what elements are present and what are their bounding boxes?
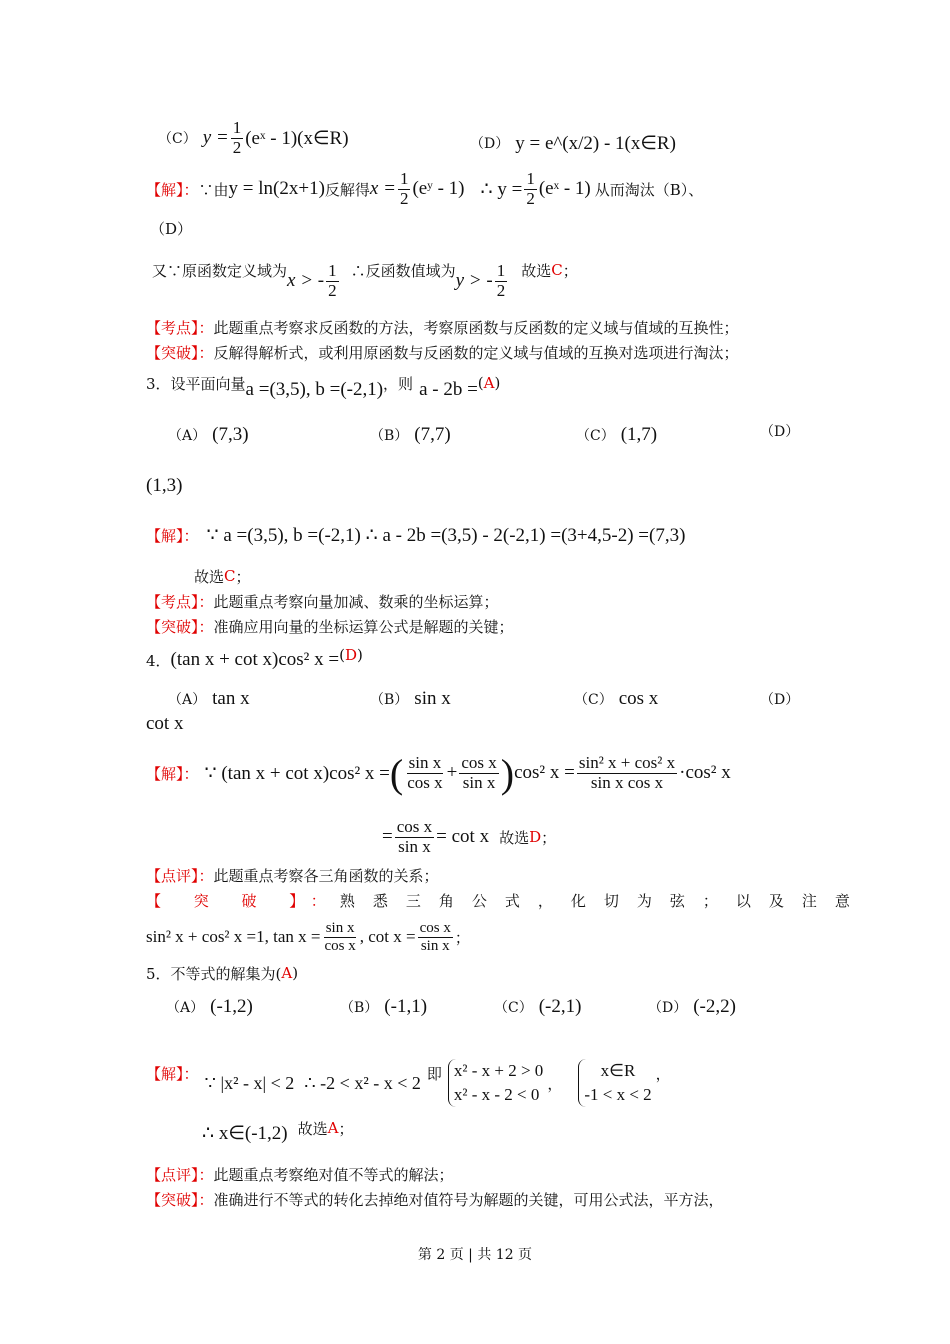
text: cos x xyxy=(618,688,659,709)
math: a =(3,5), b =(-2,1) xyxy=(245,379,384,400)
text: 准确应用向量的坐标运算公式是解题的关键； xyxy=(213,617,514,636)
text: 1 xyxy=(399,168,409,188)
q5-solution-line2 xyxy=(202,1118,354,1148)
q3-option-d xyxy=(760,416,805,446)
text: （A） xyxy=(168,428,207,444)
text: ∴ -2 < x² - x < 2 xyxy=(304,1072,421,1093)
text: ； xyxy=(541,828,557,847)
text: sin x xyxy=(420,937,450,954)
text: sin x cos x xyxy=(590,772,664,792)
q3-option-d-value xyxy=(146,471,182,501)
text: 1 xyxy=(496,260,506,280)
page-footer: 第 2 页 | 共 12 页 xyxy=(417,1247,533,1263)
math: y > - xyxy=(455,270,493,291)
tag: 【考点】： xyxy=(146,318,214,337)
text: (7,3) xyxy=(212,424,249,445)
math: x = xyxy=(369,178,396,199)
text: ∴ x∈(-1,2) xyxy=(202,1122,288,1144)
text: 2 xyxy=(232,137,242,157)
text: ，则 xyxy=(383,374,414,393)
text: cos x xyxy=(324,937,356,954)
text: 1 xyxy=(328,260,337,280)
text: cos x xyxy=(407,772,443,792)
text: D xyxy=(344,646,357,664)
text: ； xyxy=(454,928,470,947)
fraction xyxy=(231,119,244,157)
q4-tupo-formula xyxy=(146,922,470,952)
text: 【解】： xyxy=(146,1064,199,1083)
text: （B） xyxy=(370,428,409,444)
text: 从而淘汰（B）、 xyxy=(594,180,704,199)
text: ， xyxy=(547,1074,563,1093)
option-label: （C） xyxy=(158,131,197,147)
q4-option-d xyxy=(760,684,805,714)
solution-tag: 【解】： xyxy=(146,180,199,199)
fraction xyxy=(398,170,411,208)
text: ∴反函数值域为 xyxy=(350,261,456,280)
text: -1 < x < 2 xyxy=(584,1085,652,1104)
text: 1 xyxy=(526,168,535,188)
text: 熟悉三角公式，化切为弦；以及注意 xyxy=(339,891,868,910)
text: 故选 xyxy=(297,1119,328,1138)
text: tan x xyxy=(212,688,250,709)
text: cos x xyxy=(396,816,433,836)
q2-solution xyxy=(146,168,704,208)
text: sin x xyxy=(462,772,496,792)
text: cot x xyxy=(146,713,184,734)
text: (1,7) xyxy=(620,424,658,445)
text: ； xyxy=(235,567,251,586)
text: sin x xyxy=(398,836,431,856)
q5-solution xyxy=(146,1058,671,1108)
q4-option-c xyxy=(574,684,658,714)
math: ∵ a =(3,5), b =(-2,1) ∴ a - 2b =(3,5) - 2(-2,1) =(3+4,5-2) =(7,3) xyxy=(206,524,686,546)
text: 【解】： xyxy=(146,764,199,783)
text: + xyxy=(446,762,458,783)
text: A xyxy=(281,964,293,982)
text: 3．设平面向量 xyxy=(146,374,246,393)
text: （D） xyxy=(760,424,800,440)
text: （D） xyxy=(648,1000,688,1016)
q3-tupo xyxy=(146,611,514,641)
text: sin x xyxy=(414,688,451,709)
text: (-1,1) xyxy=(384,996,428,1017)
q5-option-b xyxy=(340,992,427,1022)
q3-option-b xyxy=(370,420,451,450)
text: 此题重点考察向量加减、数乘的坐标运算； xyxy=(213,592,499,611)
text: A xyxy=(327,1119,339,1137)
text: 故选 xyxy=(194,567,225,586)
text: (-2,1) xyxy=(538,996,582,1017)
text: ·cos² x xyxy=(679,762,731,783)
fraction xyxy=(524,170,537,208)
text: ∵ |x² - x| < 2 xyxy=(204,1072,295,1093)
q2-tupo xyxy=(146,337,739,367)
q4-option-b xyxy=(370,684,451,714)
math: (eˣ - 1) xyxy=(538,178,591,199)
math: ∴ y = xyxy=(480,178,523,200)
text: （A） xyxy=(166,1000,205,1016)
text: 反解得解析式，或利用原函数与反函数的定义域与值域的互换对选项进行淘汰； xyxy=(213,343,739,362)
text: C xyxy=(224,567,236,585)
q2-option-d xyxy=(470,128,676,158)
q5-option-d xyxy=(648,992,736,1022)
text: 此题重点考察求反函数的方法，考察原函数与反函数的定义域与值域的互换性； xyxy=(213,318,739,337)
fraction xyxy=(326,262,339,300)
q3-option-a xyxy=(168,420,249,450)
q5-option-a xyxy=(166,992,253,1022)
q5-tupo xyxy=(146,1184,724,1214)
text: 4． xyxy=(146,651,171,670)
text: （C） xyxy=(574,692,613,708)
text: 故选 xyxy=(499,828,530,847)
text: 又∵原函数定义域为 xyxy=(152,261,288,280)
text: 2 xyxy=(496,280,506,300)
text: ) xyxy=(292,964,299,982)
option-label: （D） xyxy=(470,136,510,152)
math: (eʸ - 1) xyxy=(412,178,465,199)
text: （C） xyxy=(494,1000,533,1016)
text: 2 xyxy=(526,188,535,208)
text: sin x xyxy=(325,920,355,936)
text: ； xyxy=(562,261,578,280)
text: 2 xyxy=(399,188,409,208)
q3-solution xyxy=(146,520,685,550)
text: 【点评】： xyxy=(146,1165,214,1184)
q4-solution: 【解】： ∵ (tan x + cot x)cos² x = ( $\frac{\text{sin x}}{\text{cos x}}$ + $\frac{\text{cos x}}{\text{sin x}}$ ) cos² x = $\frac{\text{sin² x + cos² x}}{\text{sin x cos x}}$ ·cos² x xyxy=(146,750,731,796)
q4-tupo xyxy=(146,885,868,915)
q3-stem: 3．设平面向量 a =(3,5), b =(-2,1) ，则 a - 2b = ( A ) xyxy=(146,374,501,400)
text: (1,3) xyxy=(146,475,183,496)
text: （A） xyxy=(168,692,207,708)
q2-domain-line xyxy=(152,255,578,300)
text: （D） xyxy=(150,219,193,238)
text: （B） xyxy=(340,1000,379,1016)
text: 故选 xyxy=(521,261,552,280)
text: （B） xyxy=(370,692,409,708)
text: cos x xyxy=(419,920,451,936)
text: 2 xyxy=(328,280,337,300)
math: y = xyxy=(202,127,229,148)
text: （D） xyxy=(760,692,800,708)
text: 此题重点考察各三角函数的关系； xyxy=(213,866,439,885)
text: = xyxy=(382,826,393,847)
text: cos x xyxy=(461,752,497,772)
text: ； xyxy=(338,1119,354,1138)
q4-solution-line2 xyxy=(382,816,557,856)
text: , cot x = xyxy=(359,927,416,946)
text: sin² x + cos² x =1, tan x = xyxy=(146,927,321,946)
text: x² - x + 2 > 0 xyxy=(453,1061,544,1081)
text: ∵ (tan x + cot x)cos² x = xyxy=(204,762,390,784)
text: x∈R xyxy=(600,1061,636,1081)
q5-stem xyxy=(146,958,298,988)
math: a - 2b = xyxy=(419,379,478,400)
text: 【突破】： xyxy=(146,1190,214,1209)
text: ∵由 xyxy=(198,180,229,199)
q3-option-c xyxy=(576,420,657,450)
text: 【突破】： xyxy=(146,617,214,636)
text: 5．不等式的解集为( xyxy=(146,964,282,983)
text: ， xyxy=(655,1064,671,1083)
math: (eˣ - 1)(x∈R) xyxy=(245,127,349,149)
text: (-1,2) xyxy=(210,996,253,1017)
text: sin² x + cos² x xyxy=(578,752,676,772)
text: 反解得 xyxy=(324,180,370,199)
text: (7,7) xyxy=(414,424,451,445)
text: D xyxy=(529,828,542,846)
text: 准确进行不等式的转化去掉绝对值符号为解题的关键，可用公式法，平方法， xyxy=(213,1190,724,1209)
math: y = e^(x/2) - 1(x∈R) xyxy=(515,132,676,154)
tag: 【解】： xyxy=(146,526,199,545)
text: (tan x + cot x)cos² x = xyxy=(170,649,340,670)
text: 此题重点考察绝对值不等式的解法； xyxy=(213,1165,454,1184)
fraction xyxy=(495,262,508,300)
q5-option-c xyxy=(494,992,581,1022)
answer: C xyxy=(551,261,563,279)
text: cos² x = xyxy=(514,762,575,783)
q4-stem: 4． (tan x + cot x)cos² x = ( D ) xyxy=(146,646,363,670)
text: 【 突 破 】： xyxy=(146,891,340,910)
math: x > - xyxy=(287,270,325,291)
text: = cot x xyxy=(436,826,490,847)
answer: A xyxy=(483,374,495,392)
text: 【点评】： xyxy=(146,866,214,885)
text: （C） xyxy=(576,428,615,444)
math: y = ln(2x+1) xyxy=(228,178,325,199)
tag: 【突破】： xyxy=(146,343,214,362)
q4-option-d-value xyxy=(146,709,183,739)
text: (-2,2) xyxy=(693,996,736,1017)
text: 【考点】： xyxy=(146,592,214,611)
text: sin x xyxy=(408,752,442,772)
q2-option-c xyxy=(158,117,349,157)
text: 即 xyxy=(426,1064,442,1083)
text: x² - x - 2 < 0 xyxy=(453,1085,540,1104)
text: 1 xyxy=(232,117,242,137)
